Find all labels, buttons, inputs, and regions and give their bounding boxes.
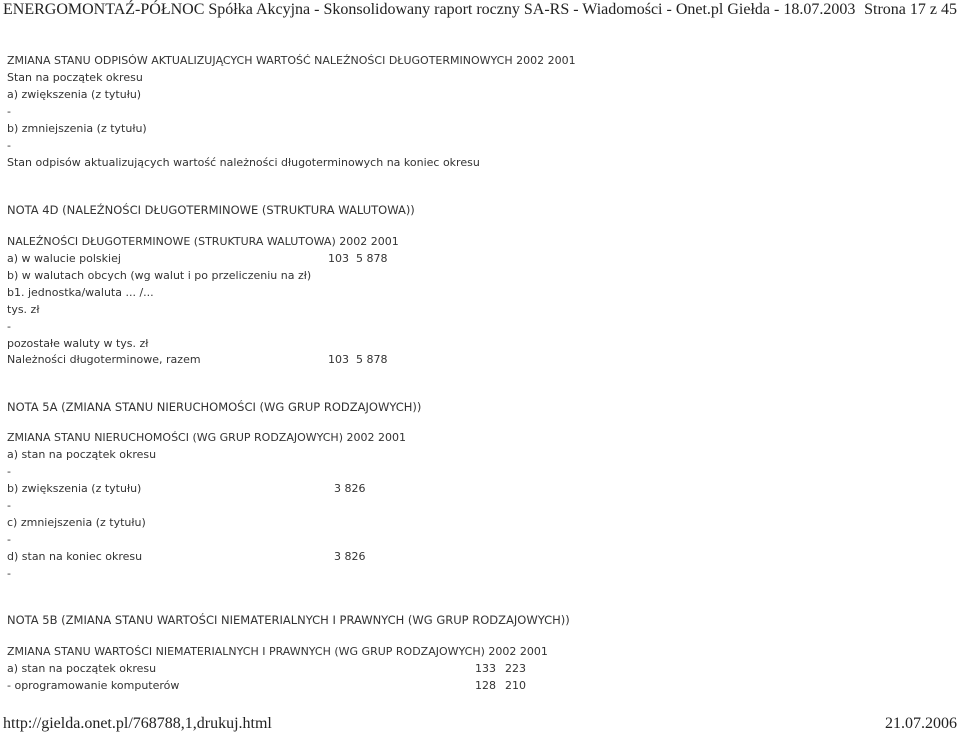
table-row: - bbox=[7, 465, 11, 478]
value-2002: 103 bbox=[328, 353, 349, 366]
value-2001: 223 bbox=[505, 662, 526, 675]
row-label: d) stan na koniec okresu bbox=[7, 550, 143, 563]
page-title: ENERGOMONTAŹ-PÓŁNOC Spółka Akcyjna - Skonsolidowany raport roczny SA-RS - Wiadomości - Onet.pl Giełda - 18.07.2003 bbox=[3, 1, 856, 18]
table-row bbox=[7, 550, 366, 564]
value-2002: 3 826 bbox=[334, 482, 366, 495]
text-line: - bbox=[7, 139, 11, 152]
row-label: Należności długoterminowe, razem bbox=[7, 353, 201, 366]
table-heading: ZMIANA STANU NIERUCHOMOŚCI (WG GRUP RODZAJOWYCH) 2002 2001 bbox=[7, 431, 406, 444]
table-row bbox=[7, 482, 366, 496]
print-date: 21.07.2006 bbox=[885, 715, 957, 732]
text-line: b) zmniejszenia (z tytułu) bbox=[7, 122, 147, 135]
text-line: Stan odpisów aktualizujących wartość należności długoterminowych na koniec okresu bbox=[7, 156, 480, 169]
value-2002: 103 bbox=[328, 252, 349, 265]
table-row bbox=[7, 679, 526, 693]
note-title: NOTA 5A (ZMIANA STANU NIERUCHOMOŚCI (WG GRUP RODZAJOWYCH)) bbox=[7, 400, 422, 414]
table-row: b) w walutach obcych (wg walut i po przeliczeniu na zł) bbox=[7, 269, 312, 282]
text-line: a) zwiększenia (z tytułu) bbox=[7, 88, 142, 101]
table-row bbox=[7, 252, 388, 266]
value-2001: 5 878 bbox=[356, 353, 388, 366]
print-header bbox=[0, 0, 960, 22]
section-heading: ZMIANA STANU ODPISÓW AKTUALIZUJĄCYCH WARTOŚĆ NALEŹNOŚCI DŁUGOTERMINOWYCH 2002 2001 bbox=[7, 54, 576, 67]
table-row: c) zmniejszenia (z tytułu) bbox=[7, 516, 146, 529]
text-line: - bbox=[7, 105, 11, 118]
table-row: - bbox=[7, 567, 11, 580]
table-row bbox=[7, 353, 388, 367]
value-2001: 5 878 bbox=[356, 252, 388, 265]
text-line: Stan na początek okresu bbox=[7, 71, 143, 84]
note-title: NOTA 4D (NALEŹNOŚCI DŁUGOTERMINOWE (STRUKTURA WALUTOWA)) bbox=[7, 203, 415, 217]
table-row: - bbox=[7, 499, 11, 512]
table-row: tys. zł bbox=[7, 303, 40, 316]
table-row: - bbox=[7, 533, 11, 546]
table-row: - bbox=[7, 320, 11, 333]
value-2002: 128 bbox=[475, 679, 496, 692]
row-label: a) w walucie polskiej bbox=[7, 252, 121, 265]
table-heading: NALEŹNOŚCI DŁUGOTERMINOWE (STRUKTURA WALUTOWA) 2002 2001 bbox=[7, 235, 399, 248]
table-row: b1. jednostka/waluta ... /... bbox=[7, 286, 154, 299]
row-label: a) stan na początek okresu bbox=[7, 662, 157, 675]
print-footer bbox=[0, 714, 960, 733]
value-2002: 133 bbox=[475, 662, 496, 675]
table-row bbox=[7, 662, 526, 676]
table-heading: ZMIANA STANU WARTOŚCI NIEMATERIALNYCH I PRAWNYCH (WG GRUP RODZAJOWYCH) 2002 2001 bbox=[7, 645, 548, 658]
value-2001: 210 bbox=[505, 679, 526, 692]
row-label: - oprogramowanie komputerów bbox=[7, 679, 180, 692]
page-number: Strona 17 z 45 bbox=[864, 1, 957, 18]
table-row: a) stan na początek okresu bbox=[7, 448, 157, 461]
note-title: NOTA 5B (ZMIANA STANU WARTOŚCI NIEMATERIALNYCH I PRAWNYCH (WG GRUP RODZAJOWYCH)) bbox=[7, 613, 570, 627]
value-2002: 3 826 bbox=[334, 550, 366, 563]
row-label: b) zwiększenia (z tytułu) bbox=[7, 482, 142, 495]
page-url: http://gielda.onet.pl/768788,1,drukuj.html bbox=[3, 715, 272, 732]
table-row: pozostałe waluty w tys. zł bbox=[7, 337, 149, 350]
